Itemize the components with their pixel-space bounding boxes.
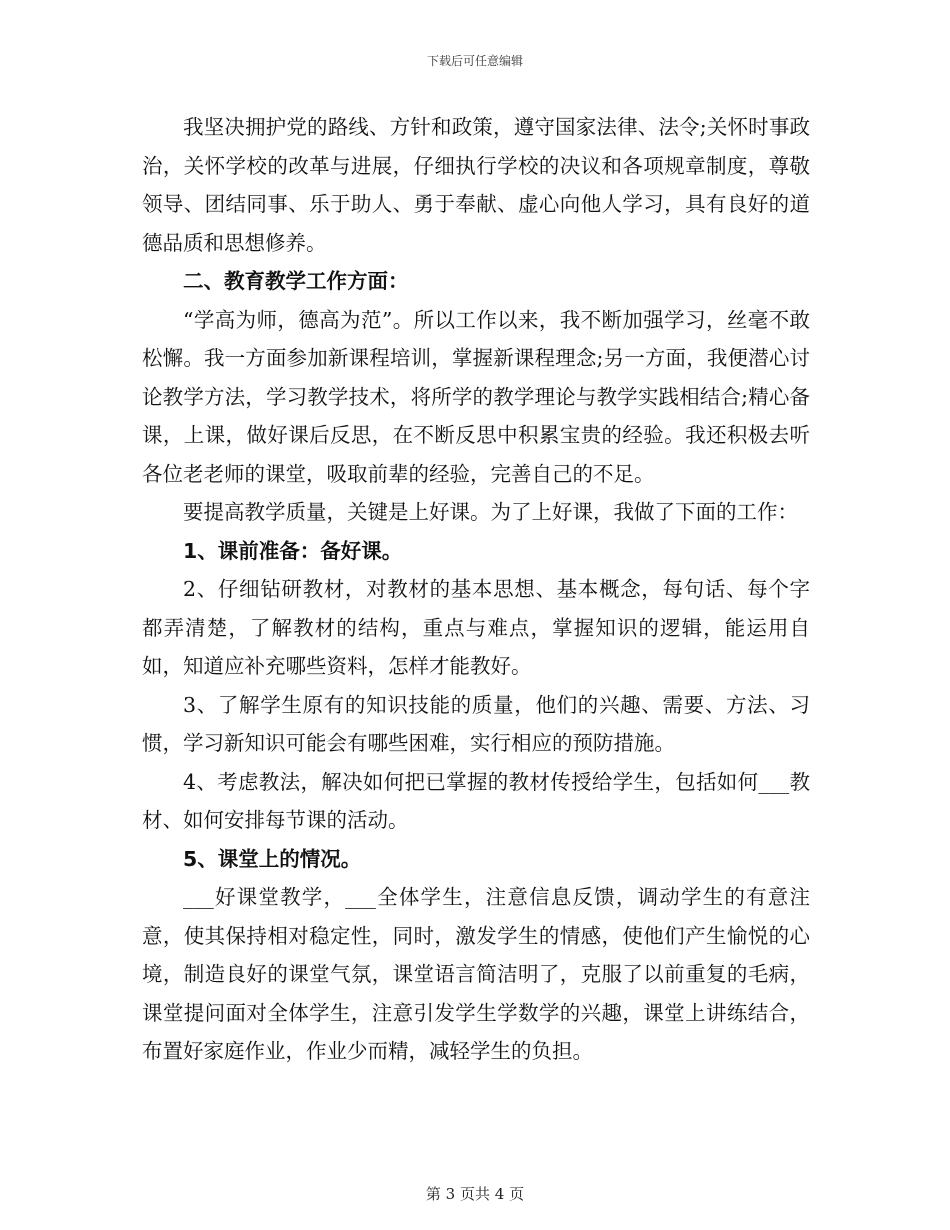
- list-item-2: 2、仔细钻研教材，对教材的基本思想、基本概念，每句话、每个字都弄清楚，了解教材的结构，重点与难点，掌握知识的逻辑，能运用自如，知道应补充哪些资料，怎样才能教好。: [142, 577, 810, 678]
- paragraph-classroom: ___好课堂教学，___全体学生，注意信息反馈，调动学生的有意注意，使其保持相对稳定性，同时，激发学生的情感，使他们产生愉悦的心境，制造良好的课堂气氛，课堂语言简洁明了，克服了以前重复的毛病，课堂提问面对全体学生，注意引发学生学数学的兴趣，课堂上讲练结合，布置好家庭作业，作业少而精，减轻学生的负担。: [142, 885, 810, 1063]
- item-heading-classroom: 5、课堂上的情况。: [183, 846, 362, 871]
- page-header: 下载后可任意编辑: [426, 54, 523, 68]
- item-heading-preparation: 1、课前准备：备好课。: [183, 538, 403, 563]
- paragraph-learning: “学高为师，德高为范”。所以工作以来，我不断加强学习，丝毫不敢松懈。我一方面参加新课程培训，掌握新课程理念;另一方面，我便潜心讨论教学方法，学习教学技术，将所学的教学理论与教学实践相结合;精心备课，上课，做好课后反思，在不断反思中积累宝贵的经验。我还积极去听各位老老师的课堂，吸取前辈的经验，完善自己的不足。: [142, 307, 810, 486]
- page-footer: 第 3 页共 4 页: [425, 1185, 525, 1203]
- document-body: [142, 108, 810, 1071]
- paragraph-political-stance: 我坚决拥护党的路线、方针和政策，遵守国家法律、法令;关怀时事政治，关怀学校的改革与进展，仔细执行学校的决议和各项规章制度，尊敬领导、团结同事、乐于助人、勇于奉献、虚心向他人学习，具有良好的道德品质和思想修养。: [142, 115, 810, 255]
- paragraph-quality: 要提高教学质量，关键是上好课。为了上好课，我做了下面的工作：: [183, 500, 798, 524]
- list-item-3: 3、了解学生原有的知识技能的质量，他们的兴趣、需要、方法、习惯，学习新知识可能会有哪些困难，实行相应的预防措施。: [142, 692, 810, 755]
- section-heading-teaching: 二、教育教学工作方面：: [183, 269, 409, 293]
- list-item-4: 4、考虑教法，解决如何把已掌握的教材传授给学生，包括如何___教材、如何安排每节课的活动。: [142, 769, 810, 832]
